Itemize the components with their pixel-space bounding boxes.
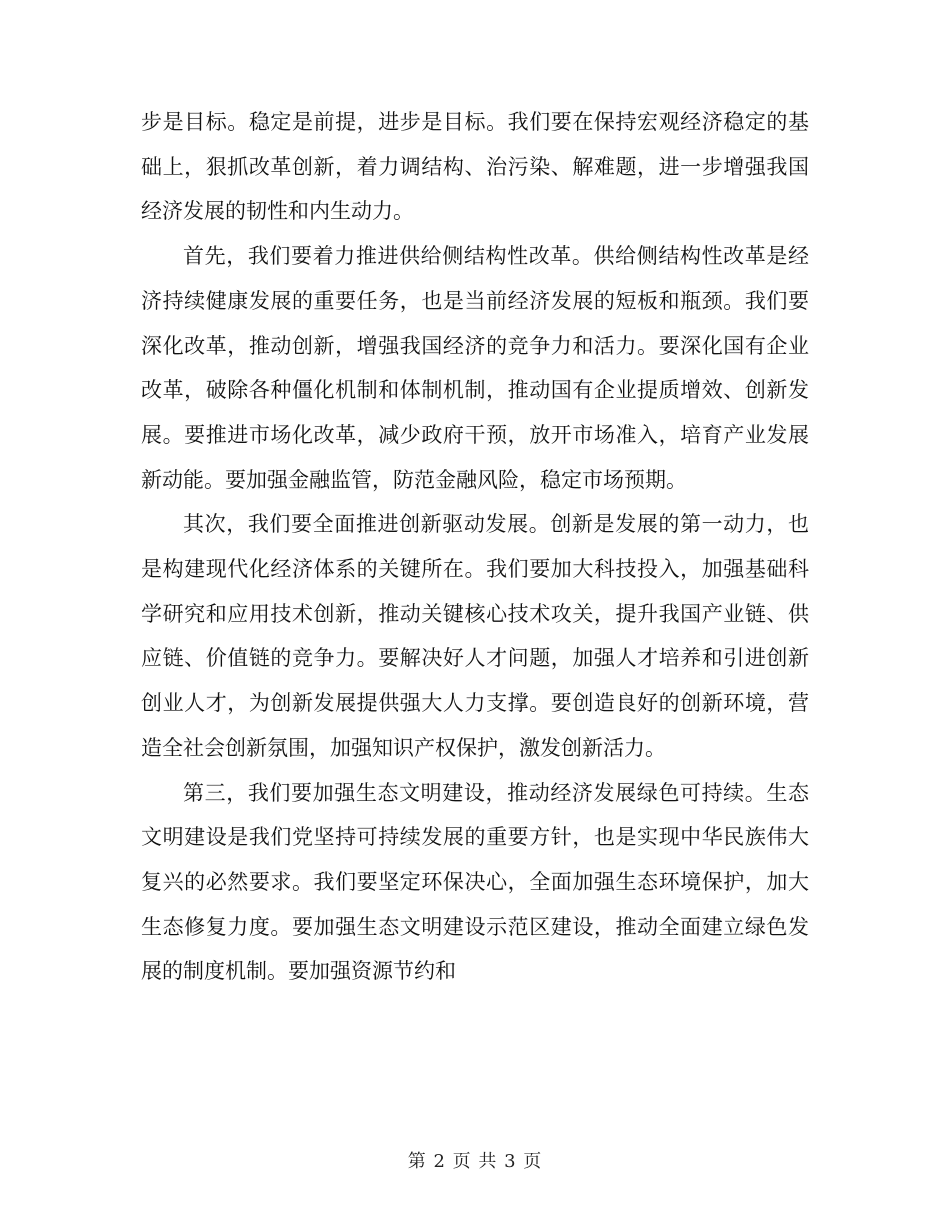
paragraph-2: 首先，我们要着力推进供给侧结构性改革。供给侧结构性改革是经济持续健康发展的重要任务，也是当前经济发展的短板和瓶颈。我们要深化改革，推动创新，增强我国经济的竞争力和活力。要深化国有企业改革，破除各种僵化机制和体制机制，推动国有企业提质增效、创新发展。要推进市场化改革，减少政府干预，放开市场准入，培育产业发展新动能。要加强金融监管，防范金融风险，稳定市场预期。 bbox=[141, 244, 809, 492]
document-body bbox=[141, 100, 809, 994]
paragraph-1: 步是目标。稳定是前提，进步是目标。我们要在保持宏观经济稳定的基础上，狠抓改革创新，着力调结构、治污染、解难题，进一步增强我国经济发展的韧性和内生动力。 bbox=[141, 110, 809, 224]
paragraph-3: 其次，我们要全面推进创新驱动发展。创新是发展的第一动力，也是构建现代化经济体系的关键所在。我们要加大科技投入，加强基础科学研究和应用技术创新，推动关键核心技术攻关，提升我国产业链、供应链、价值链的竞争力。要解决好人才问题，加强人才培养和引进创新创业人才，为创新发展提供强大人力支撑。要创造良好的创新环境，营造全社会创新氛围，加强知识产权保护，激发创新活力。 bbox=[141, 512, 809, 760]
paragraph-4: 第三，我们要加强生态文明建设，推动经济发展绿色可持续。生态文明建设是我们党坚持可持续发展的重要方针，也是实现中华民族伟大复兴的必然要求。我们要坚定环保决心，全面加强生态环境保护，加大生态修复力度。要加强生态文明建设示范区建设，推动全面建立绿色发展的制度机制。要加强资源节约和 bbox=[141, 780, 809, 984]
page-number-footer: 第 2 页 共 3 页 bbox=[407, 1151, 543, 1172]
